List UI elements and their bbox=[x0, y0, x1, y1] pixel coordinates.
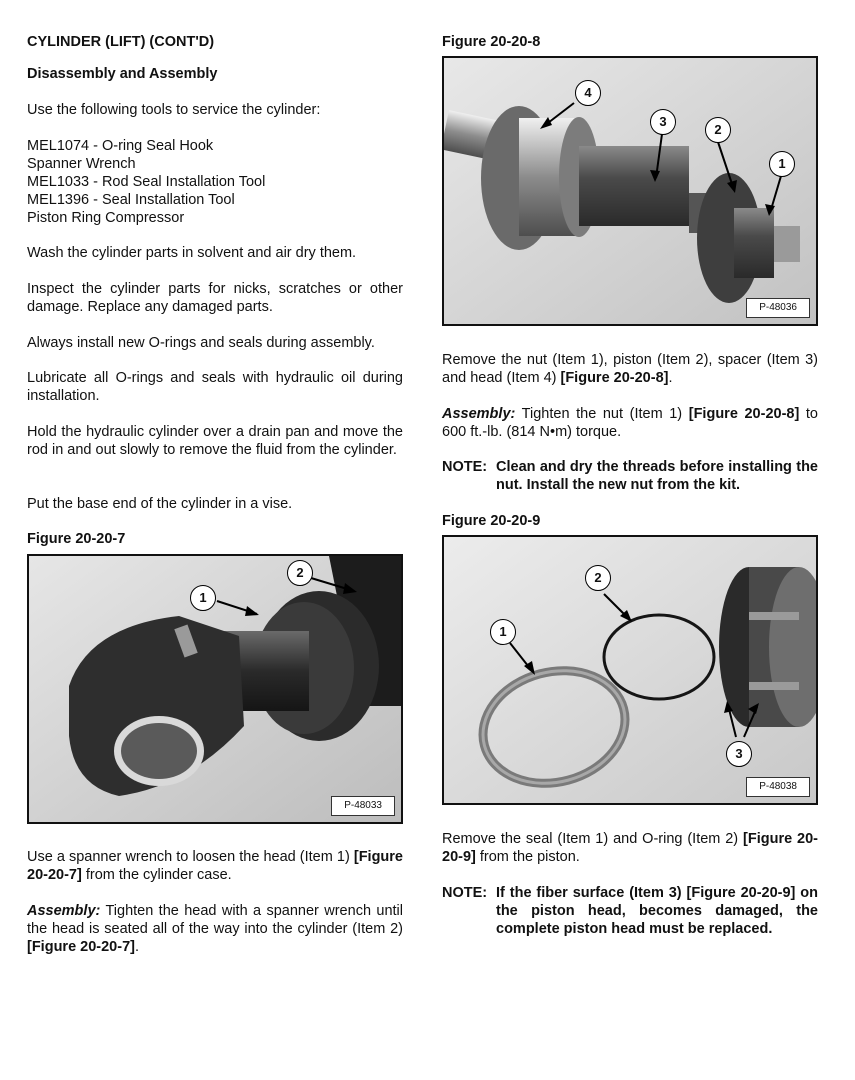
callout-layer bbox=[444, 58, 816, 324]
paragraph-vise: Put the base end of the cylinder in a vise. bbox=[27, 496, 293, 512]
figure-caption: Figure 20-20-8 bbox=[442, 34, 541, 50]
paragraph-seal: Remove the seal (Item 1) and O-ring (Item 2) [Figure 20-20-9] from the piston. bbox=[442, 831, 819, 865]
tool-item: MEL1033 - Rod Seal Installation Tool bbox=[27, 174, 266, 190]
assembly-label: Assembly: bbox=[27, 903, 101, 919]
note-threads bbox=[442, 458, 818, 494]
tools-intro: Use the following tools to service the cylinder: bbox=[27, 102, 321, 118]
assembly-label: Assembly: bbox=[442, 406, 516, 422]
figure-ref: [Figure 20-20-9] bbox=[442, 831, 819, 865]
note-label: NOTE: bbox=[442, 459, 488, 475]
callout-1: 1 bbox=[769, 151, 795, 177]
paragraph-orings: Always install new O-rings and seals during assembly. bbox=[27, 335, 375, 351]
paragraph-wash: Wash the cylinder parts in solvent and air dry them. bbox=[27, 245, 357, 261]
figure-20-20-8 bbox=[442, 56, 818, 326]
callout-2: 2 bbox=[705, 117, 731, 143]
paragraph-lubricate: Lubricate all O-rings and seals with hydraulic oil during installation. bbox=[27, 370, 403, 404]
callout-1: 1 bbox=[190, 585, 216, 611]
callout-2: 2 bbox=[585, 565, 611, 591]
figure-caption: Figure 20-20-9 bbox=[442, 513, 541, 529]
section-title: CYLINDER (LIFT) (CONT'D) bbox=[27, 34, 215, 50]
figure-20-20-7 bbox=[27, 554, 403, 824]
callout-3: 3 bbox=[726, 741, 752, 767]
paragraph-remove: Remove the nut (Item 1), piston (Item 2), spacer (Item 3) and head (Item 4) [Figure 20-20-8]. bbox=[442, 352, 818, 386]
note-text: If the fiber surface (Item 3) [Figure 20-20-9] on the piston head, becomes damaged, the complete piston head must be replaced. bbox=[496, 885, 818, 937]
photo-number: P-48038 bbox=[746, 777, 810, 797]
figure-ref: [Figure 20-20-8] bbox=[560, 370, 669, 386]
photo-number: P-48036 bbox=[746, 298, 810, 318]
note-label: NOTE: bbox=[442, 885, 488, 901]
tool-list bbox=[27, 137, 265, 227]
figure-ref: [Figure 20-20-7] bbox=[27, 849, 403, 883]
callout-1: 1 bbox=[490, 619, 516, 645]
figure-caption: Figure 20-20-7 bbox=[27, 531, 126, 547]
paragraph-inspect: Inspect the cylinder parts for nicks, scratches or other damage. Replace any damaged parts. bbox=[27, 281, 403, 315]
section-subtitle: Disassembly and Assembly bbox=[27, 66, 218, 82]
paragraph-hold: Hold the hydraulic cylinder over a drain pan and move the rod in and out slowly to remove the fluid from the cylinder. bbox=[27, 424, 403, 458]
paragraph-assembly: Assembly: Tighten the nut (Item 1) [Figure 20-20-8] to 600 ft.-lb. (814 N•m) torque. bbox=[442, 406, 818, 440]
note-text: Clean and dry the threads before installing the nut. Install the new nut from the kit. bbox=[496, 459, 818, 493]
callout-4: 4 bbox=[575, 80, 601, 106]
note-fiber-surface bbox=[442, 884, 818, 938]
callout-2: 2 bbox=[287, 560, 313, 586]
paragraph-spanner: Use a spanner wrench to loosen the head (Item 1) [Figure 20-20-7] from the cylinder case. bbox=[27, 849, 403, 883]
figure-20-20-9 bbox=[442, 535, 818, 805]
photo-number: P-48033 bbox=[331, 796, 395, 816]
figure-ref: [Figure 20-20-7] bbox=[27, 939, 135, 955]
paragraph-assembly: Assembly: Tighten the head with a spanner wrench until the head is seated all of the way into the cylinder (Item 2) [Figure 20-20-7]. bbox=[27, 903, 403, 955]
tool-item: Piston Ring Compressor bbox=[27, 210, 185, 226]
tool-item: MEL1396 - Seal Installation Tool bbox=[27, 192, 235, 208]
callout-layer bbox=[444, 537, 816, 803]
figure-ref: [Figure 20-20-8] bbox=[688, 406, 800, 422]
tool-item: Spanner Wrench bbox=[27, 156, 136, 172]
tool-item: MEL1074 - O-ring Seal Hook bbox=[27, 138, 214, 154]
callout-3: 3 bbox=[650, 109, 676, 135]
